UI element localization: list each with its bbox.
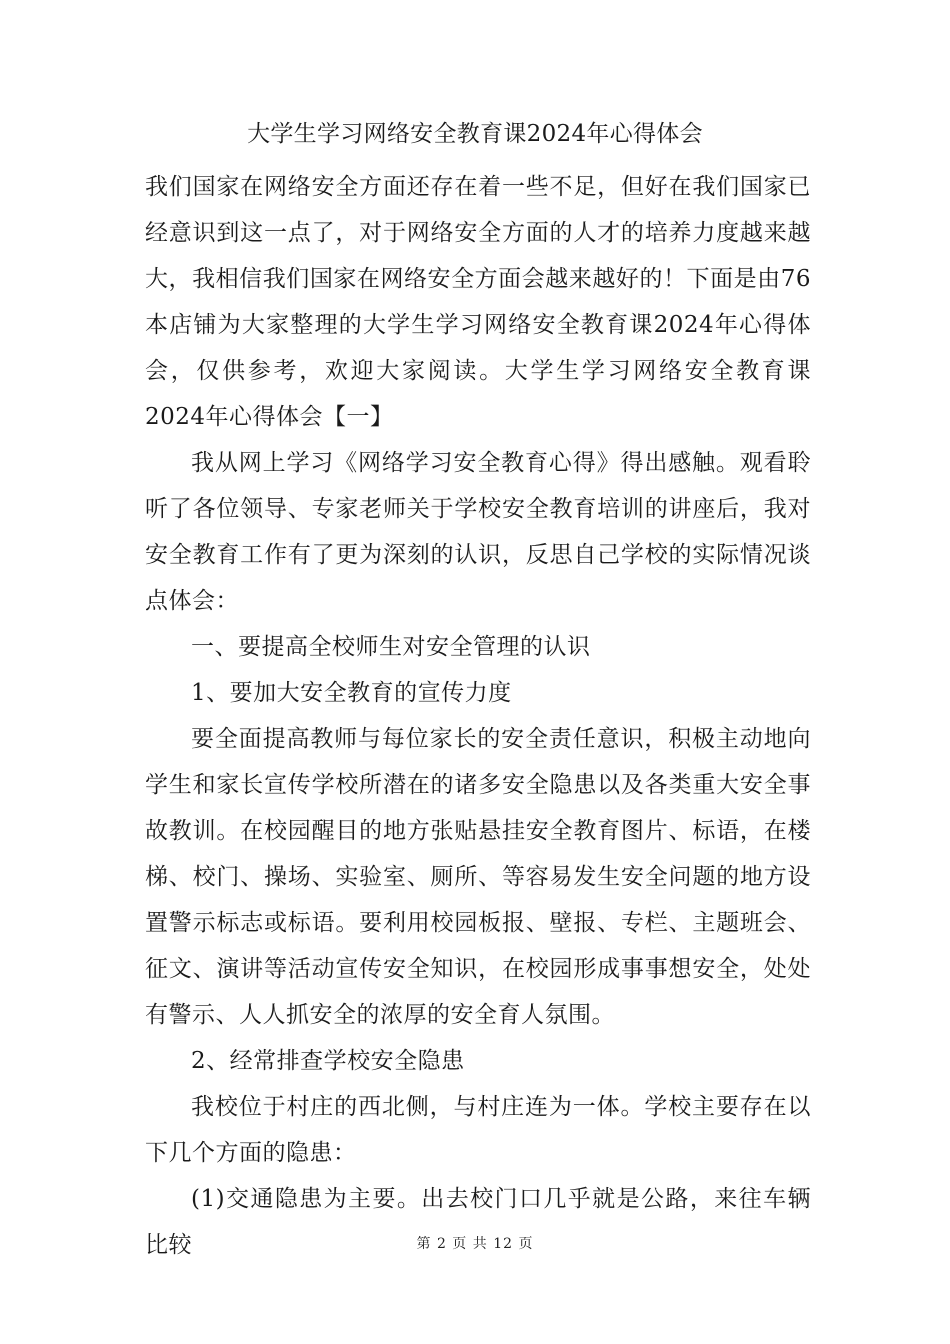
- document-body: [145, 164, 811, 1268]
- document-title: 大学生学习网络安全教育课2024年心得体会: [247, 121, 703, 147]
- page-number-footer: 第 2 页 共 12 页: [416, 1236, 534, 1252]
- paragraph: 我从网上学习《网络学习安全教育心得》得出感触。观看聆听了各位领导、专家老师关于学校安全教育培训的讲座后，我对安全教育工作有了更为深刻的认识，反思自己学校的实际情况谈点体会：: [145, 450, 811, 614]
- paragraph: 我校位于村庄的西北侧，与村庄连为一体。学校主要存在以下几个方面的隐患：: [145, 1094, 811, 1166]
- subsection-heading: 1、要加大安全教育的宣传力度: [191, 680, 512, 706]
- section-heading: 一、要提高全校师生对安全管理的认识: [191, 634, 591, 660]
- subsection-heading: 2、经常排查学校安全隐患: [191, 1048, 465, 1074]
- paragraph: 我们国家在网络安全方面还存在着一些不足，但好在我们国家已经意识到这一点了，对于网络安全方面的人才的培养力度越来越大，我相信我们国家在网络安全方面会越来越好的！下面是由76本店铺为大家整理的大学生学习网络安全教育课2024年心得体会，仅供参考，欢迎大家阅读。大学生学习网络安全教育课2024年心得体会【一】: [145, 174, 811, 430]
- paragraph: (1)交通隐患为主要。出去校门口几乎就是公路，来往车辆比较: [145, 1186, 811, 1258]
- paragraph: 要全面提高教师与每位家长的安全责任意识，积极主动地向学生和家长宣传学校所潜在的诸多安全隐患以及各类重大安全事故教训。在校园醒目的地方张贴悬挂安全教育图片、标语，在楼梯、校门、操场、实验室、厕所、等容易发生安全问题的地方设置警示标志或标语。要利用校园板报、壁报、专栏、主题班会、征文、演讲等活动宣传安全知识，在校园形成事事想安全，处处有警示、人人抓安全的浓厚的安全育人氛围。: [145, 726, 811, 1028]
